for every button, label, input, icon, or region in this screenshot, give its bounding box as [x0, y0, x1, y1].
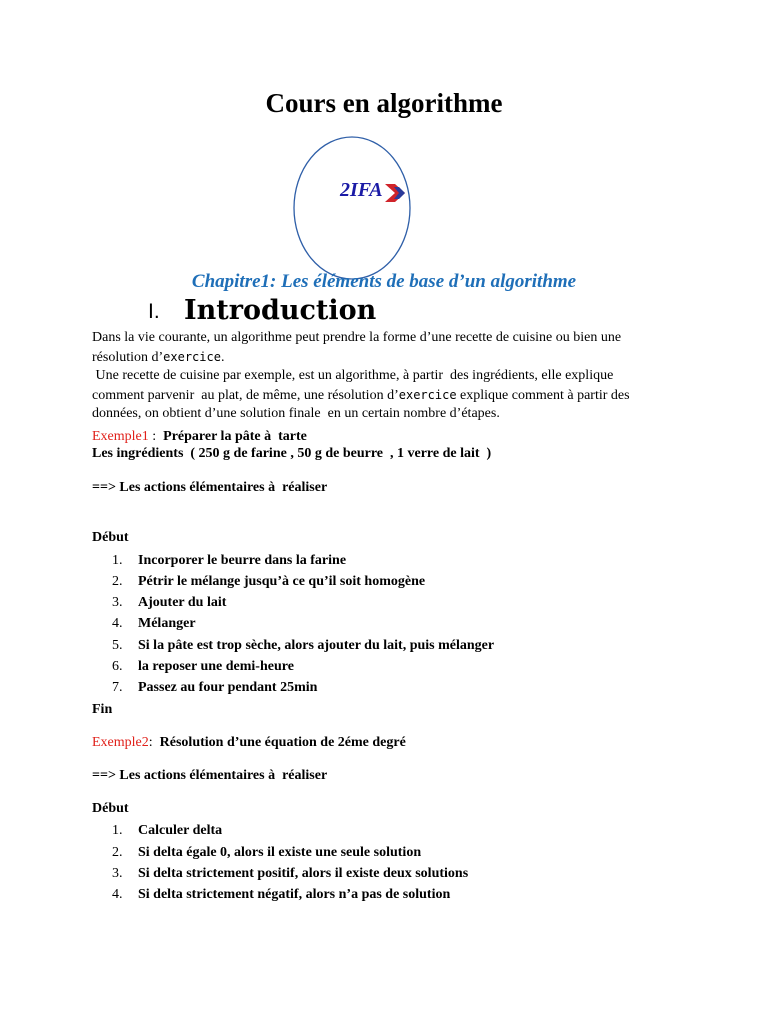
list-item: 4. Si delta strictement négatif, alors n’a pas de solution: [112, 887, 451, 902]
example-title: Préparer la pâte à tarte: [163, 429, 307, 444]
list-item: 2. Pétrir le mélange jusqu’à ce qu’il soit homogène: [112, 574, 426, 589]
logo-ellipse: [293, 136, 411, 280]
begin-label: Début: [92, 801, 129, 816]
list-item: 1. Incorporer le beurre dans la farine: [112, 553, 347, 568]
intro-line: Dans la vie courante, un algorithme peut prendre la forme d’une recette de cuisine ou bien une: [92, 330, 622, 345]
list-item: 5. Si la pâte est trop sèche, alors ajouter du lait, puis mélanger: [112, 638, 495, 653]
list-item: 7. Passez au four pendant 25min: [112, 680, 318, 695]
begin-label: Début: [92, 530, 129, 545]
example-label: Exemple1: [92, 429, 149, 444]
logo-text: 2IFA: [340, 179, 383, 201]
intro-line: résolution d’exercice.: [92, 349, 225, 365]
list-item: 4. Mélanger: [112, 616, 196, 631]
list-item: 2. Si delta égale 0, alors il existe une seule solution: [112, 845, 422, 860]
example-label: Exemple2: [92, 735, 149, 750]
section-number: I.: [148, 300, 160, 323]
logo-arrow-icon: [383, 182, 411, 204]
intro-paragraph-1: [92, 329, 712, 424]
actions-line: ==> Les actions élémentaires à réaliser: [92, 768, 328, 783]
intro-line: comment parvenir au plat, de même, une résolution d’exercice explique comment à partir des: [92, 387, 630, 403]
list-item: 3. Si delta strictement positif, alors il existe deux solutions: [112, 866, 469, 881]
example2-heading: Exemple2: Résolution d’une équation de 2éme degré: [92, 735, 406, 750]
example-title: Résolution d’une équation de 2éme degré: [159, 735, 406, 750]
list-item: 3. Ajouter du lait: [112, 595, 227, 610]
ingredients-line: Les ingrédients ( 250 g de farine , 50 g de beurre , 1 verre de lait ): [92, 446, 492, 461]
page-title: Cours en algorithme: [265, 88, 503, 118]
section-title: Introduction: [184, 295, 377, 326]
end-label: Fin: [92, 702, 113, 717]
list-item: 1. Calculer delta: [112, 823, 223, 838]
example1-heading: Exemple1 : Préparer la pâte à tarte: [92, 429, 307, 444]
actions-line: ==> Les actions élémentaires à réaliser: [92, 480, 328, 495]
list-item: 6. la reposer une demi-heure: [112, 659, 294, 674]
chapter-heading: Chapitre1: Les éléments de base d’un algorithme: [191, 271, 577, 292]
intro-line: données, on obtient d’une solution finale en un certain nombre d’étapes.: [92, 406, 500, 421]
intro-line: Une recette de cuisine par exemple, est un algorithme, à partir des ingrédients, elle explique: [92, 368, 614, 383]
